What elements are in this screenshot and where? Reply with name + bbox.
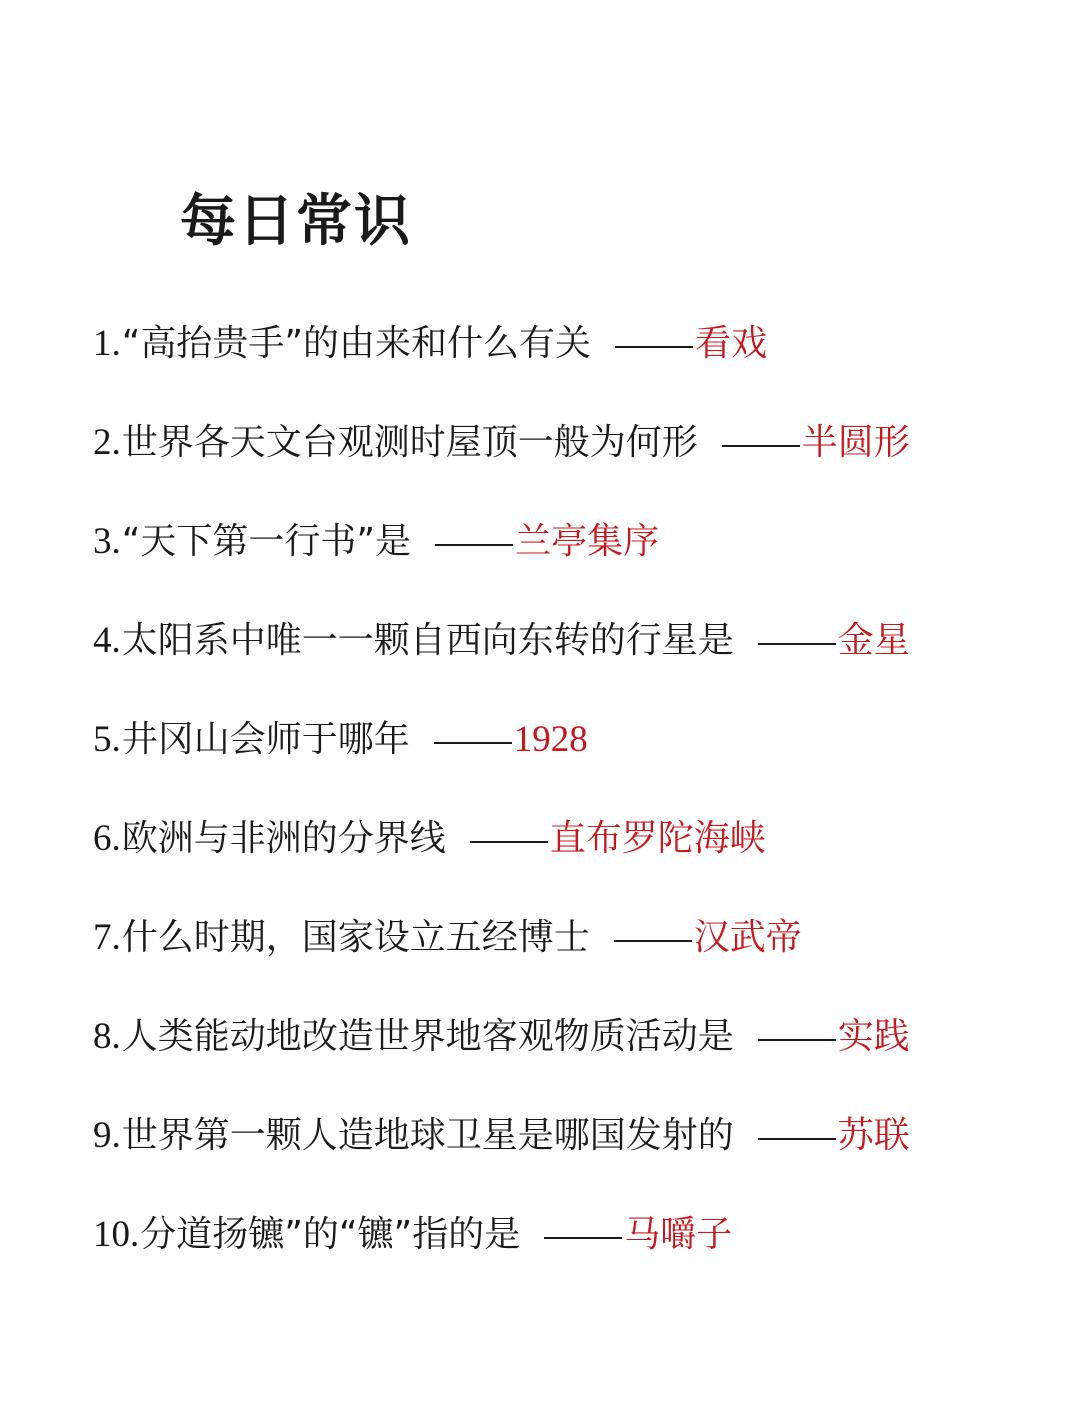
answer-dash	[614, 940, 692, 942]
answer-text: 看戏	[695, 322, 768, 364]
question-text: 什么时期，国家设立五经博士	[121, 916, 590, 958]
answer-text: 金星	[837, 619, 910, 661]
answer-text: 苏联	[837, 1114, 910, 1156]
answer-text: 半圆形	[801, 421, 910, 463]
answer-text: 直布罗陀海峡	[549, 817, 766, 859]
item-number: 2.	[93, 421, 121, 463]
answer-dash	[544, 1237, 622, 1239]
answer-dash	[722, 445, 800, 447]
list-item	[93, 1185, 1053, 1284]
answer-text: 马嚼子	[624, 1213, 733, 1255]
list-item	[93, 987, 1053, 1086]
question-text: “天下第一行书”是	[121, 520, 412, 562]
item-number: 6.	[93, 817, 121, 859]
item-number: 8.	[93, 1015, 121, 1057]
list-item	[93, 492, 1053, 591]
list-item	[93, 888, 1053, 987]
question-text: 分道扬镳”的“镳”指的是	[140, 1213, 521, 1255]
list-item	[93, 690, 1053, 789]
answer-text: 1928	[513, 718, 588, 760]
answer-dash	[434, 742, 512, 744]
answer-dash	[758, 1039, 836, 1041]
question-text: 欧洲与非洲的分界线	[121, 817, 446, 859]
question-text: “高抬贵手”的由来和什么有关	[121, 322, 592, 364]
item-number: 3.	[93, 520, 121, 562]
answer-dash	[435, 544, 513, 546]
item-number: 1.	[93, 322, 121, 364]
answer-dash	[758, 643, 836, 645]
answer-dash	[470, 841, 548, 843]
list-item	[93, 294, 1053, 393]
question-text: 世界第一颗人造地球卫星是哪国发射的	[121, 1114, 734, 1156]
answer-dash	[758, 1138, 836, 1140]
question-text: 世界各天文台观测时屋顶一般为何形	[121, 421, 698, 463]
list-item	[93, 591, 1053, 690]
question-text: 太阳系中唯一一颗自西向东转的行星是	[121, 619, 734, 661]
item-number: 10.	[93, 1213, 140, 1255]
answer-text: 实践	[837, 1015, 910, 1057]
list-item	[93, 1086, 1053, 1185]
item-number: 4.	[93, 619, 121, 661]
item-number: 9.	[93, 1114, 121, 1156]
answer-text: 汉武帝	[693, 916, 802, 958]
qa-list	[93, 294, 1053, 1284]
item-number: 7.	[93, 916, 121, 958]
item-number: 5.	[93, 718, 121, 760]
answer-dash	[615, 346, 693, 348]
page-title: 每日常识	[180, 189, 412, 254]
answer-text: 兰亭集序	[515, 520, 660, 562]
question-text: 井冈山会师于哪年	[121, 718, 410, 760]
list-item	[93, 393, 1053, 492]
list-item	[93, 789, 1053, 888]
question-text: 人类能动地改造世界地客观物质活动是	[121, 1015, 734, 1057]
